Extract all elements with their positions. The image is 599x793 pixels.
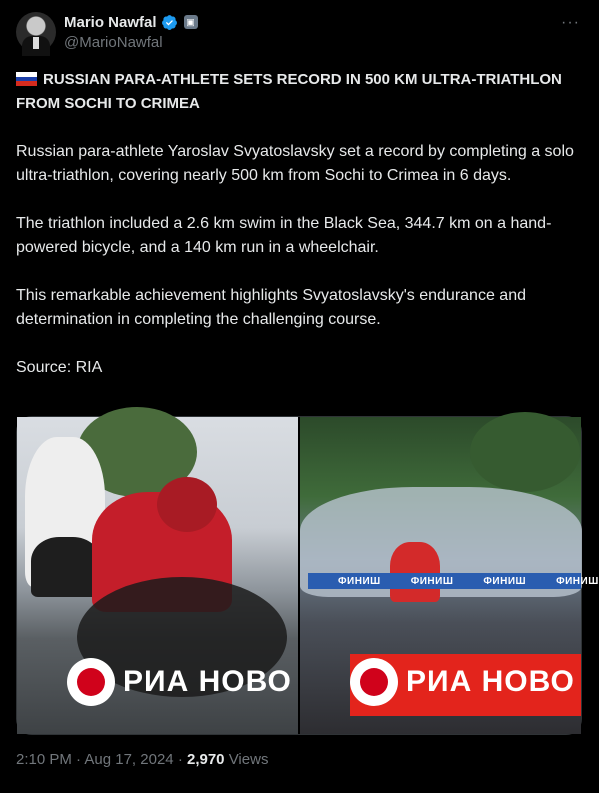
russia-flag-icon [16,72,37,86]
finish-tape-text: ФИНИШ [338,575,381,587]
avatar[interactable] [16,12,56,52]
more-options-icon[interactable]: ··· [561,14,580,31]
post-time[interactable]: 2:10 PM [16,751,72,768]
post-paragraph-2: The triathlon included a 2.6 km swim in the Black Sea, 344.7 km on a hand-powered bicycle, and a 140 km run in a wheelchair. [16,215,552,256]
post-header [16,12,582,56]
finish-tape-text: ФИНИШ [556,575,599,587]
post-media[interactable] [16,416,599,735]
post-date[interactable]: Aug 17, 2024 [84,751,174,768]
finish-tape [308,573,599,589]
verified-badge-icon [161,14,178,31]
post-body [16,140,582,404]
views-count: 2,970 [186,751,225,768]
media-watermark-right [350,658,575,706]
post-paragraph-4: Source: RIA [16,359,103,376]
meta-separator: · [76,751,82,768]
post-paragraph-3: This remarkable achievement highlights Svyatoslavsky's endurance and determination in completing the challenging course. [16,287,526,328]
affiliation-badge-icon[interactable]: ▣ [184,15,198,29]
media-photo-right[interactable] [300,417,599,734]
ria-logo-icon [67,658,115,706]
author-name-row [64,12,198,32]
meta-separator: · [177,751,183,768]
views-label: Views [228,751,269,768]
media-watermark-right-text: РИА НОВО [406,665,575,698]
post-paragraph-1: Russian para-athlete Yaroslav Svyatoslavsky set a record by completing a solo ultra-triathlon, covering nearly 500 km from Sochi to Crimea in 6 days. [16,143,574,184]
ria-logo-icon [350,658,398,706]
author-handle[interactable]: @MarioNawfal [64,34,163,51]
finish-tape-text: ФИНИШ [410,575,454,587]
post-title-text: RUSSIAN PARA-ATHLETE SETS RECORD IN 500 KM ULTRA-TRIATHLON FROM SOCHI TO CRIMEA [16,71,562,112]
author-display-name[interactable]: Mario Nawfal [64,13,157,31]
post-meta [16,751,268,768]
finish-tape-text: ФИНИШ [483,575,527,587]
post-title [16,68,576,116]
media-photo-left[interactable] [17,417,298,734]
media-watermark-left [67,658,292,706]
media-watermark-left-text: РИА НОВО [123,665,292,698]
